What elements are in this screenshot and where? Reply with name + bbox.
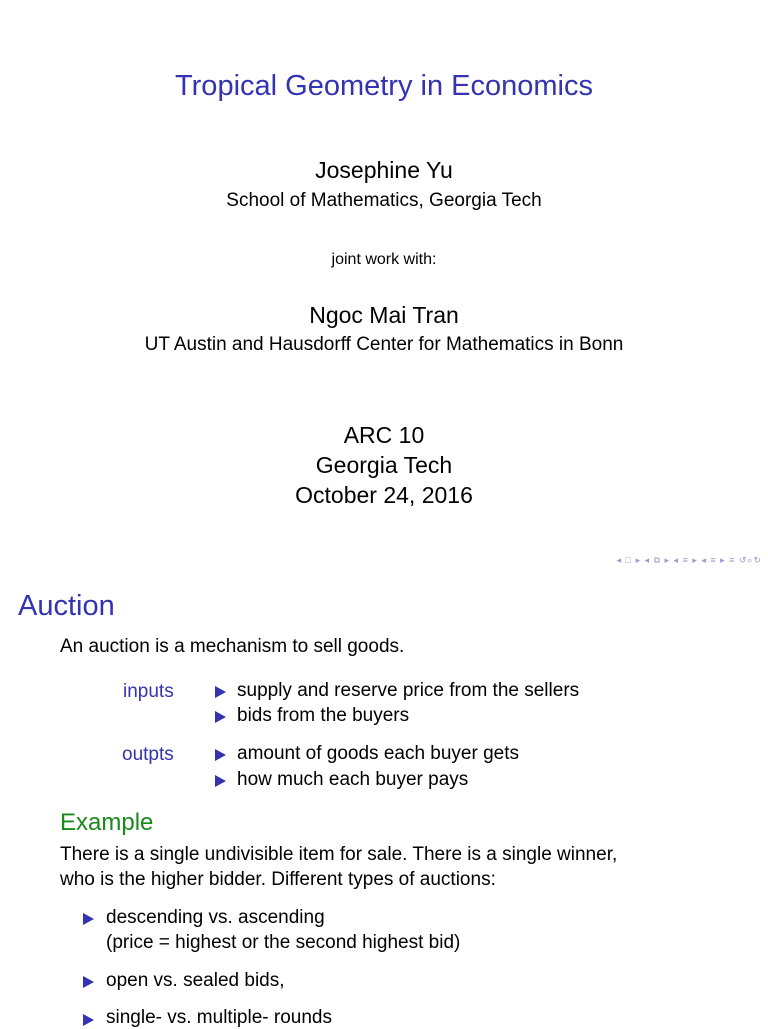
coauthor-affiliation: UT Austin and Hausdorff Center for Mathematics in Bonn [144, 334, 624, 355]
intro-text: An auction is a mechanism to sell goods. [60, 636, 405, 657]
bullet-item-continuation: (price = highest or the second highest bid) [106, 932, 461, 953]
author-affiliation: School of Mathematics, Georgia Tech [226, 190, 542, 211]
presentation-title: Tropical Geometry in Economics [175, 70, 593, 102]
input-item: bids from the buyers [237, 705, 410, 726]
bullet-triangle-icon [215, 775, 226, 787]
bullet-triangle-icon [215, 711, 226, 723]
example-text-line: There is a single undivisible item for sale. There is a single winner, [60, 844, 618, 865]
bullet-item: single- vs. multiple- rounds [106, 1007, 332, 1028]
venue-place: Georgia Tech [315, 452, 453, 478]
bullet-triangle-icon [215, 686, 226, 698]
frame-title: Auction [18, 590, 115, 622]
beamer-navigation-bar[interactable]: ◂ □ ▸ ◂ ⧉ ▸ ◂ ≡ ▸ ◂ ≡ ▸ ≡ ↺⌕↻ [616, 555, 762, 565]
venue-name: ARC 10 [343, 422, 425, 448]
outputs-label: outpts [122, 744, 174, 765]
input-item: supply and reserve price from the sellers [237, 680, 580, 701]
author-name: Josephine Yu [315, 157, 453, 183]
bullet-triangle-icon [83, 976, 94, 988]
output-item: how much each buyer pays [237, 769, 469, 790]
example-text-line: who is the higher bidder. Different types of auctions: [60, 869, 496, 890]
bullet-triangle-icon [215, 749, 226, 761]
bullet-item: open vs. sealed bids, [106, 970, 285, 991]
auction-slide [0, 578, 768, 1028]
bullet-triangle-icon [83, 1014, 94, 1026]
coauthor-name: Ngoc Mai Tran [309, 302, 459, 328]
venue-block [0, 420, 768, 510]
joint-work-label: joint work with: [331, 251, 437, 268]
venue-date: October 24, 2016 [295, 482, 473, 508]
bullet-triangle-icon [83, 913, 94, 925]
output-item: amount of goods each buyer gets [237, 743, 520, 764]
bullet-item: descending vs. ascending [106, 907, 325, 928]
example-block-title: Example [60, 809, 154, 836]
inputs-label: inputs [123, 681, 174, 702]
